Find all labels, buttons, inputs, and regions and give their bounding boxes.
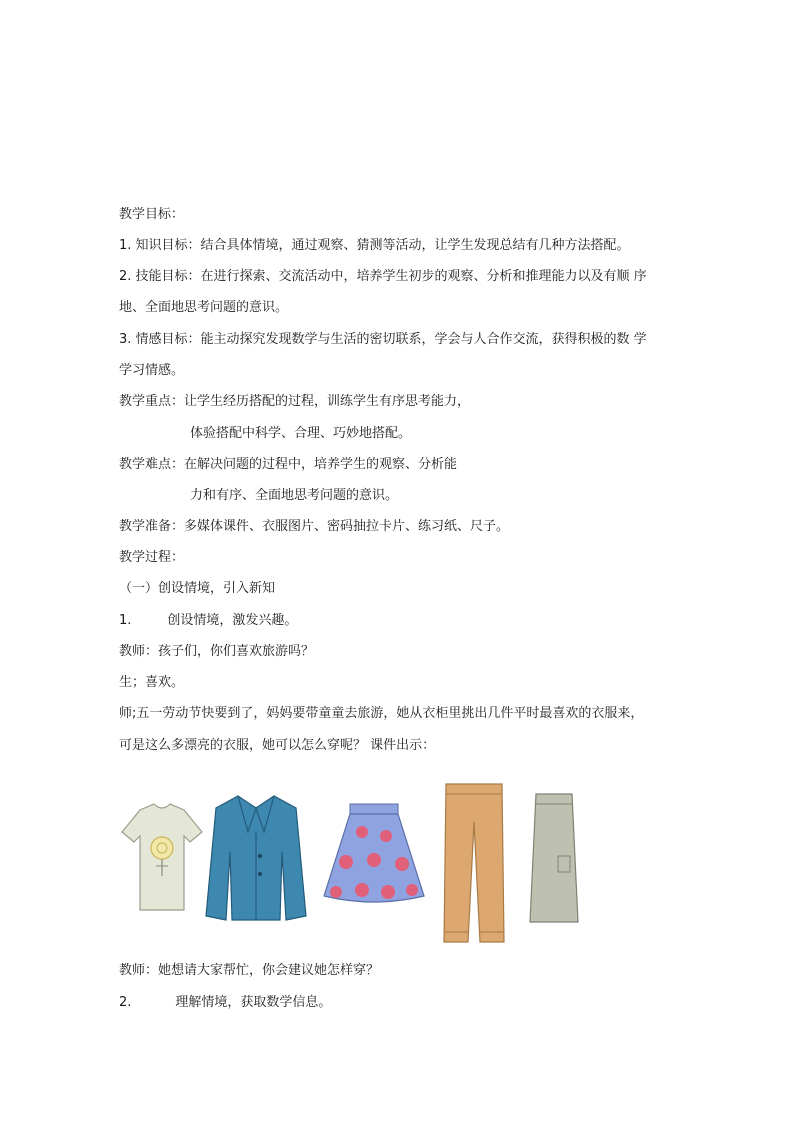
key-points-cont: 体验搭配中科学、合理、巧妙地搭配。 [190, 426, 412, 441]
step-2 [119, 994, 331, 1012]
goal-3: 3. 情感目标：能主动探究发现数学与生活的密切联系，学会与人合作交流，获得积极的数 学 [119, 332, 647, 347]
dialog-line-2: 生；喜欢。 [119, 675, 185, 690]
question-line: 教师：她想请大家帮忙，你会建议她怎样穿？ [119, 963, 380, 978]
step-2-text: 理解情境，获取数学信息。 [175, 995, 332, 1010]
goal-2: 2. 技能目标：在进行探索、交流活动中，培养学生初步的观察、分析和推理能力以及有顺 序 [119, 269, 647, 284]
difficult-points: 教学难点：在解决问题的过程中，培养学生的观察、分析能 [119, 457, 458, 472]
gray-skirt-image [528, 792, 580, 926]
dialog-line-4: 可是这么多漂亮的衣服，她可以怎么穿呢？ 课件出示： [119, 738, 436, 753]
goal-2-cont: 地、全面地思考问题的意识。 [119, 300, 289, 315]
process-heading: 教学过程： [119, 550, 185, 565]
goal-1: 1. 知识目标：结合具体情境，通过观察、猜测等活动，让学生发现总结有几种方法搭配。 [119, 238, 630, 253]
clothes-illustration [116, 778, 586, 948]
section-1-heading: （一）创设情境，引入新知 [119, 581, 276, 596]
dialog-line-1: 教师：孩子们，你们喜欢旅游吗？ [119, 644, 315, 659]
jacket-image [204, 792, 308, 922]
step-2-number: 2. [119, 995, 132, 1010]
step-1-number: 1. [119, 613, 132, 628]
polka-skirt-image [322, 802, 426, 906]
objectives-heading: 教学目标： [119, 207, 185, 222]
preparation: 教学准备：多媒体课件、衣服图片、密码抽拉卡片、练习纸、尺子。 [119, 519, 510, 534]
pants-image [442, 782, 506, 946]
step-1-text: 创设情境，激发兴趣。 [167, 613, 298, 628]
goal-3-cont: 学习情感。 [119, 363, 185, 378]
key-points: 教学重点：让学生经历搭配的过程，训练学生有序思考能力， [119, 394, 471, 409]
difficult-points-cont: 力和有序、全面地思考问题的意识。 [190, 488, 399, 503]
step-1 [119, 612, 297, 630]
tshirt-image [120, 802, 204, 914]
dialog-line-3: 师;五一劳动节快要到了，妈妈要带童童去旅游，她从衣柜里挑出几件平时最喜欢的衣服来， [119, 706, 644, 721]
